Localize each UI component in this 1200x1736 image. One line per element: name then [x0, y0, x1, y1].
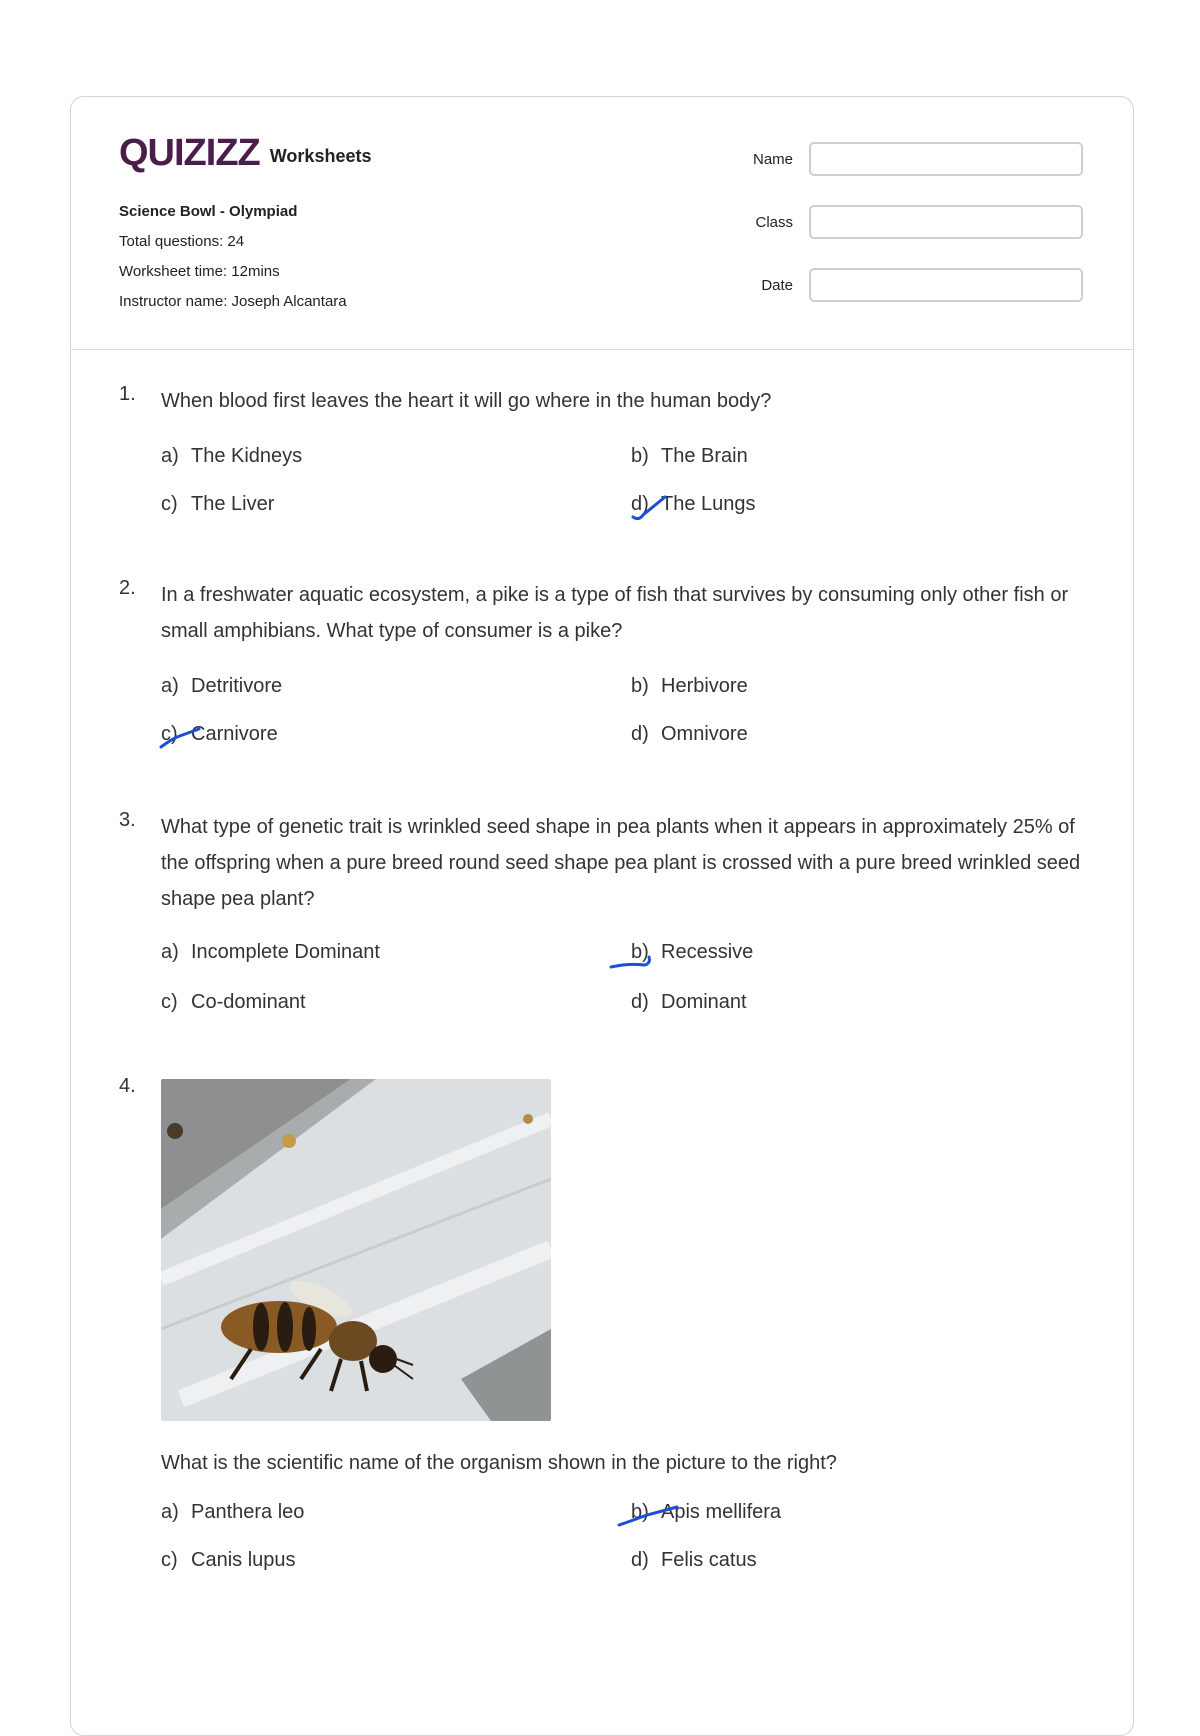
date-label: Date	[761, 276, 793, 294]
option-text: Carnivore	[191, 723, 278, 745]
bee-image-icon	[161, 1079, 551, 1421]
option-letter: c)	[161, 1549, 178, 1571]
option-1c[interactable]	[161, 493, 274, 516]
option-text: Co-dominant	[191, 991, 306, 1013]
option-4d[interactable]	[631, 1549, 757, 1572]
option-3d[interactable]	[631, 991, 747, 1014]
option-1a[interactable]	[161, 445, 302, 468]
option-text: Canis lupus	[191, 1549, 296, 1571]
option-text: Detritivore	[191, 675, 283, 697]
option-text: Omnivore	[661, 723, 748, 745]
option-letter: b)	[631, 1501, 649, 1523]
option-text: Recessive	[661, 941, 754, 963]
option-letter: c)	[161, 723, 178, 745]
option-letter: c)	[161, 493, 178, 515]
question-number: 4.	[119, 1075, 136, 1097]
option-letter: d)	[631, 991, 649, 1013]
option-text: Dominant	[661, 991, 747, 1013]
date-field[interactable]	[809, 268, 1083, 302]
question-number: 3.	[119, 809, 136, 831]
option-3c[interactable]	[161, 991, 306, 1014]
name-row	[753, 141, 1083, 177]
option-3a[interactable]	[161, 941, 380, 964]
option-4a[interactable]	[161, 1501, 304, 1524]
option-letter: d)	[631, 1549, 649, 1571]
question-text: When blood first leaves the heart it will go where in the human body?	[161, 390, 772, 412]
option-letter: b)	[631, 941, 649, 963]
worksheet-card	[70, 96, 1134, 1736]
option-1b[interactable]	[631, 445, 748, 468]
logo-subtitle: Worksheets	[269, 146, 372, 166]
question-number: 2.	[119, 577, 136, 599]
name-label: Name	[752, 150, 793, 168]
option-text: Incomplete Dominant	[191, 941, 380, 963]
option-letter: a)	[161, 445, 179, 467]
option-4b[interactable]	[631, 1501, 781, 1524]
option-text: The Liver	[191, 493, 275, 515]
option-letter: d)	[631, 723, 649, 745]
worksheet-header	[71, 97, 1133, 350]
worksheet-time: Worksheet time: 12mins	[119, 263, 280, 280]
class-label: Class	[755, 213, 793, 231]
question-number: 1.	[119, 383, 136, 405]
brand	[119, 133, 371, 173]
quizizz-logo: QUIZIZZ	[119, 132, 260, 174]
worksheet-meta	[119, 197, 347, 317]
date-row	[753, 267, 1083, 303]
worksheet-title: Science Bowl - Olympiad	[119, 203, 298, 220]
option-4c[interactable]	[161, 1549, 296, 1572]
question-text: In a freshwater aquatic ecosystem, a pike is a type of fish that survives by consuming only other fish or small amphibians. What type of consumer is a pike?	[161, 584, 1069, 642]
class-row	[753, 204, 1083, 240]
option-letter: d)	[631, 493, 649, 515]
name-field[interactable]	[809, 142, 1083, 176]
option-text: The Kidneys	[191, 445, 303, 467]
option-letter: a)	[161, 1501, 179, 1523]
option-letter: a)	[161, 675, 179, 697]
student-fields	[753, 141, 1083, 330]
option-letter: a)	[161, 941, 179, 963]
bee-photo	[161, 1079, 551, 1421]
option-2d[interactable]	[631, 723, 748, 746]
class-field[interactable]	[809, 205, 1083, 239]
option-text: The Lungs	[661, 493, 756, 515]
option-letter: b)	[631, 675, 649, 697]
option-2b[interactable]	[631, 675, 748, 698]
question-text: What is the scientific name of the organism shown in the picture to the right?	[161, 1452, 837, 1474]
option-2c[interactable]	[161, 723, 278, 746]
option-text: Felis catus	[661, 1549, 757, 1571]
option-1d[interactable]	[631, 493, 756, 516]
total-questions: Total questions: 24	[119, 233, 245, 250]
option-text: Apis mellifera	[661, 1501, 782, 1523]
option-text: Panthera leo	[191, 1501, 305, 1523]
option-text: The Brain	[661, 445, 748, 467]
option-text: Herbivore	[661, 675, 748, 697]
option-letter: b)	[631, 445, 649, 467]
option-2a[interactable]	[161, 675, 282, 698]
question-text: What type of genetic trait is wrinkled seed shape in pea plants when it appears in approximately 25% of the offspring when a pure breed round seed shape pea plant is crossed with a pure breed wrinkled seed shape pea plant?	[161, 816, 1081, 910]
option-3b[interactable]	[631, 941, 753, 964]
instructor-name: Instructor name: Joseph Alcantara	[119, 293, 347, 310]
option-letter: c)	[161, 991, 178, 1013]
